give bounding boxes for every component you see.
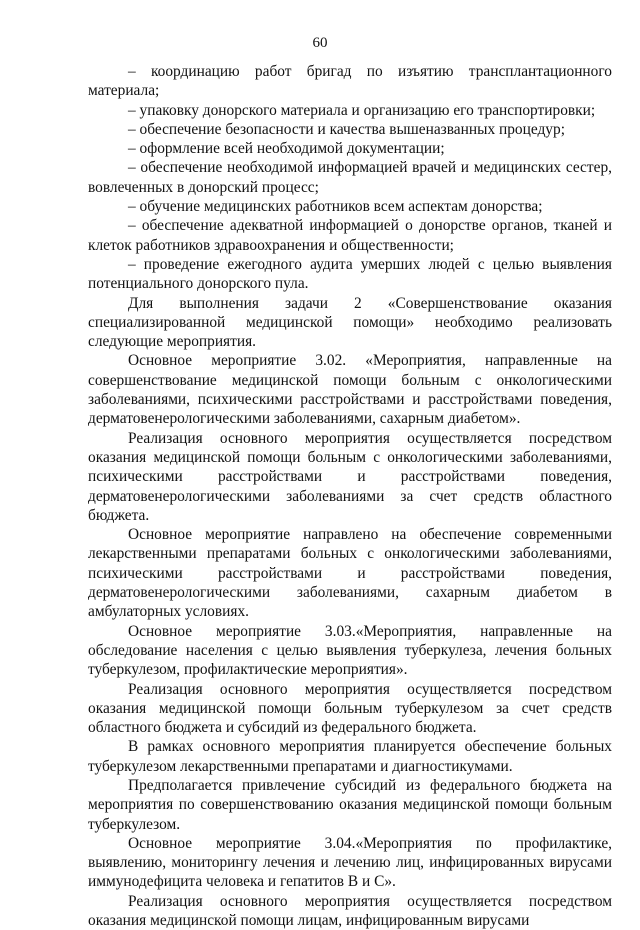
- paragraph: – обеспечение адекватной информацией о донорстве органов, тканей и клеток работников здравоохранения и общественности;: [88, 217, 612, 254]
- paragraph: Реализация основного мероприятия осуществляется посредством оказания медицинской помощи больным туберкулезом за счет средств областного бюджета и субсидий из федерального бюджета.: [88, 680, 612, 737]
- paragraph: – проведение ежегодного аудита умерших людей с целью выявления потенциального донорского пула.: [88, 255, 612, 293]
- paragraph: Предполагается привлечение субсидий из федерального бюджета на мероприятия по совершенствованию оказания медицинской помощи больным туберкулезом.: [88, 776, 612, 833]
- page-number: 60: [312, 35, 328, 51]
- paragraph: – упаковку донорского материала и организацию его транспортировки;: [128, 101, 596, 119]
- paragraph: Основное мероприятие направлено на обеспечение современными лекарственными препаратами больных с онкологическими заболеваниями, психическими расстройствами и расстройствами поведения, дерматовенерологическими заболеваниями, сахарным диабетом в амбулаторных условиях.: [88, 526, 612, 621]
- paragraph: Основное мероприятие 3.03.«Мероприятия, направленные на обследование населения с целью выявления туберкулеза, лечения больных туберкулезом, профилактические мероприятия».: [88, 622, 612, 679]
- page-body: [88, 62, 612, 930]
- paragraph: – обучение медицинских работников всем аспектам донорства;: [128, 198, 543, 216]
- paragraph: Основное мероприятие 3.02. «Мероприятия, направленные на совершенствование медицинской помощи больным с онкологическими заболеваниями, психическими расстройствами и расстройствами поведения, дерматовенерологическими заболеваниями, сахарным диабетом».: [88, 352, 612, 428]
- paragraph: В рамках основного мероприятия планируется обеспечение больных туберкулезом лекарственными препаратами и диагностикумами.: [88, 738, 612, 775]
- paragraph: Для выполнения задачи 2 «Совершенствование оказания специализированной медицинской помощи» необходимо реализовать следующие мероприятия.: [88, 294, 612, 351]
- paragraph: – обеспечение необходимой информацией врачей и медицинских сестер, вовлеченных в донорский процесс;: [88, 159, 612, 196]
- paragraph: Реализация основного мероприятия осуществляется посредством оказания медицинской помощи лицам, инфицированным вирусами: [88, 892, 612, 930]
- paragraph: – обеспечение безопасности и качества вышеназванных процедур;: [128, 120, 565, 138]
- paragraph: Реализация основного мероприятия осуществляется посредством оказания медицинской помощи больным с онкологическими заболеваниями, психическими расстройствами и расстройствами поведения, дерматовенерологическими заболеваниями за счет средств областного бюджета.: [88, 429, 612, 524]
- paragraph: – оформление всей необходимой документации;: [128, 140, 445, 158]
- paragraph: – координацию работ бригад по изъятию трансплантационного материала;: [88, 63, 612, 100]
- paragraph: Основное мероприятие 3.04.«Мероприятия по профилактике, выявлению, мониторингу лечения и лечению лиц, инфицированных вирусами иммунодефицита человека и гепатитов B и C».: [88, 834, 612, 891]
